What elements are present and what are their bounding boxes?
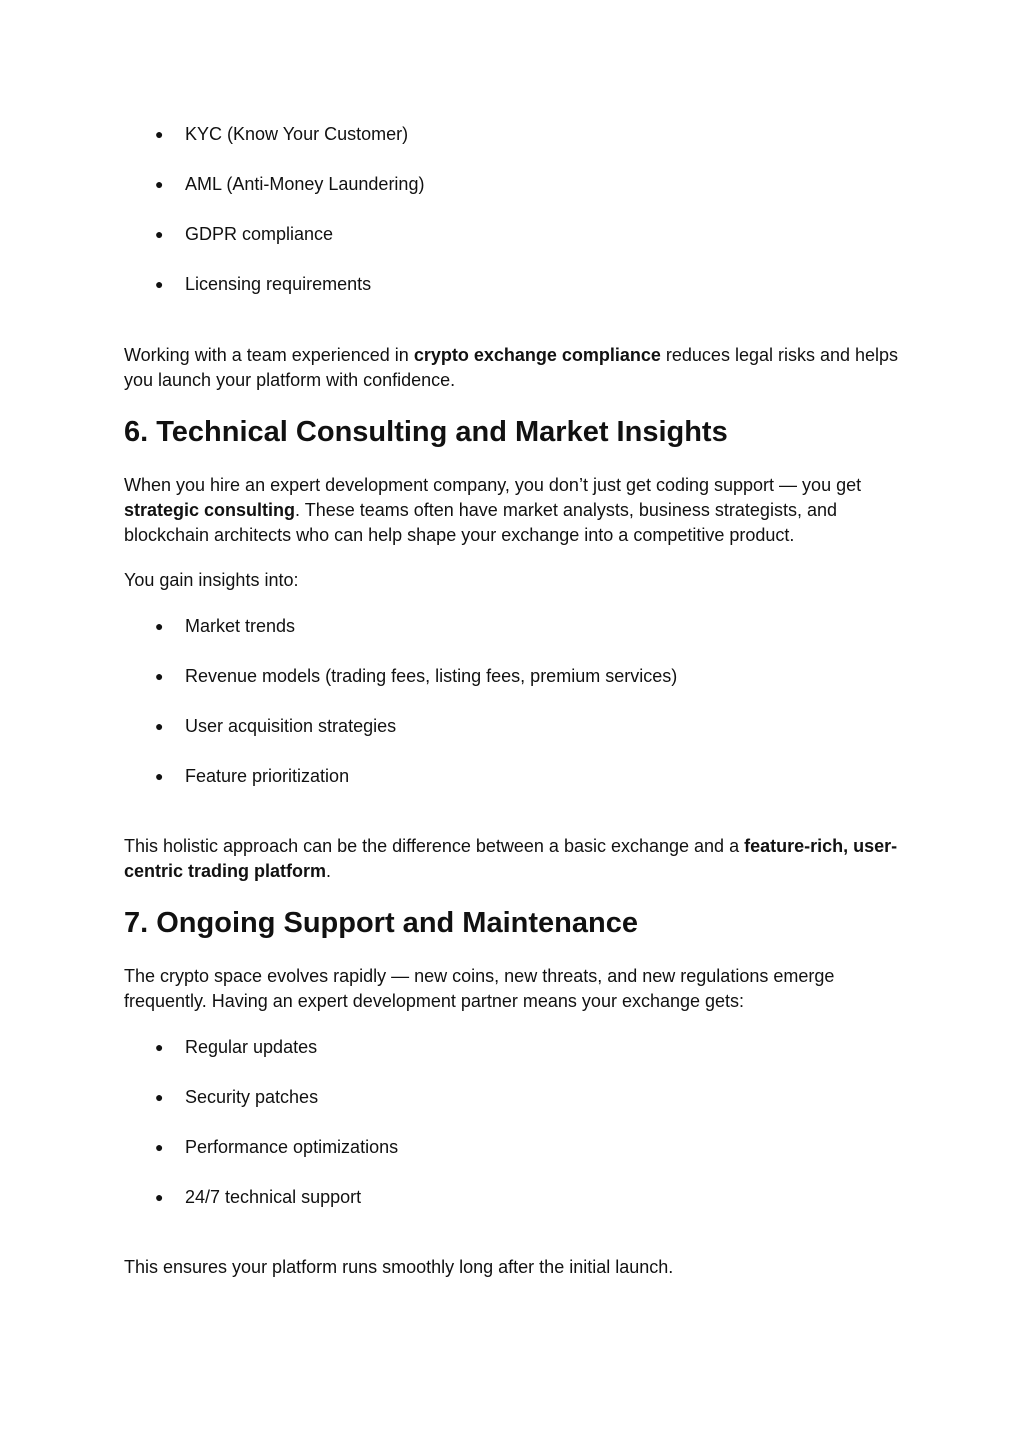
list-item-text: Feature prioritization — [185, 766, 350, 786]
list-item — [124, 611, 904, 641]
list-item-text: Regular updates — [185, 1037, 318, 1057]
bold-phrase: crypto exchange compliance — [413, 345, 661, 365]
list-item-text: Revenue models (trading fees, listing fees, premium services) — [185, 666, 678, 686]
bullet-icon: ● — [155, 1139, 164, 1155]
list-item — [124, 1082, 904, 1112]
paragraph-text: . — [326, 861, 332, 881]
list-item-text: KYC (Know Your Customer) — [185, 124, 409, 144]
list-item-text: User acquisition strategies — [185, 716, 397, 736]
paragraph-text: . These teams often have market analysts, business strategists, and blockchain architects who can help shape your exchange into a competitive product. — [124, 500, 837, 545]
bullet-icon: ● — [155, 718, 164, 734]
paragraph-text: When you hire an expert development company, you don’t just get coding support — you get — [124, 475, 862, 495]
list-item-text: 24/7 technical support — [185, 1187, 362, 1207]
bullet-icon: ● — [155, 276, 164, 292]
bold-phrase: strategic consulting — [124, 500, 296, 520]
list-item-text: Market trends — [185, 616, 296, 636]
list-item — [124, 761, 904, 791]
list-item-text: Security patches — [185, 1087, 319, 1107]
compliance-paragraph — [124, 343, 904, 393]
paragraph-text: This holistic approach can be the difference between a basic exchange and a — [124, 836, 745, 856]
bullet-icon: ● — [155, 126, 164, 142]
list-item — [124, 269, 904, 299]
bold-phrase: feature-rich, user-centric trading platform — [124, 836, 898, 881]
list-item — [124, 1132, 904, 1162]
list-item-text: Performance optimizations — [185, 1137, 399, 1157]
bullet-icon: ● — [155, 1039, 164, 1055]
consulting-paragraph — [124, 473, 904, 548]
bullet-icon: ● — [155, 1189, 164, 1205]
bullet-icon: ● — [155, 226, 164, 242]
bullet-icon: ● — [155, 1089, 164, 1105]
list-item — [124, 219, 904, 249]
list-item — [124, 661, 904, 691]
list-item — [124, 169, 904, 199]
list-item-text: Licensing requirements — [185, 274, 372, 294]
bullet-icon: ● — [155, 768, 164, 784]
bullet-icon: ● — [155, 668, 164, 684]
bullet-icon: ● — [155, 618, 164, 634]
insights-intro-paragraph: You gain insights into: — [124, 570, 299, 590]
paragraph-text: reduces legal risks and helps you launch your platform with confidence. — [124, 345, 899, 390]
support-paragraph: The crypto space evolves rapidly — new coins, new threats, and new regulations emerge frequently. Having an expert development partner means your exchange gets: — [124, 966, 835, 1011]
final-paragraph: This ensures your platform runs smoothly long after the initial launch. — [124, 1257, 674, 1277]
bullet-icon: ● — [155, 176, 164, 192]
list-item — [124, 1032, 904, 1062]
paragraph-text: Working with a team experienced in — [124, 345, 414, 365]
list-item — [124, 119, 904, 149]
section-heading-7: 7. Ongoing Support and Maintenance — [124, 907, 638, 939]
list-item-text: AML (Anti-Money Laundering) — [185, 174, 425, 194]
holistic-paragraph — [124, 834, 904, 884]
list-item — [124, 711, 904, 741]
section-heading-6: 6. Technical Consulting and Market Insights — [124, 416, 728, 448]
list-item-text: GDPR compliance — [185, 224, 334, 244]
list-item — [124, 1182, 904, 1212]
